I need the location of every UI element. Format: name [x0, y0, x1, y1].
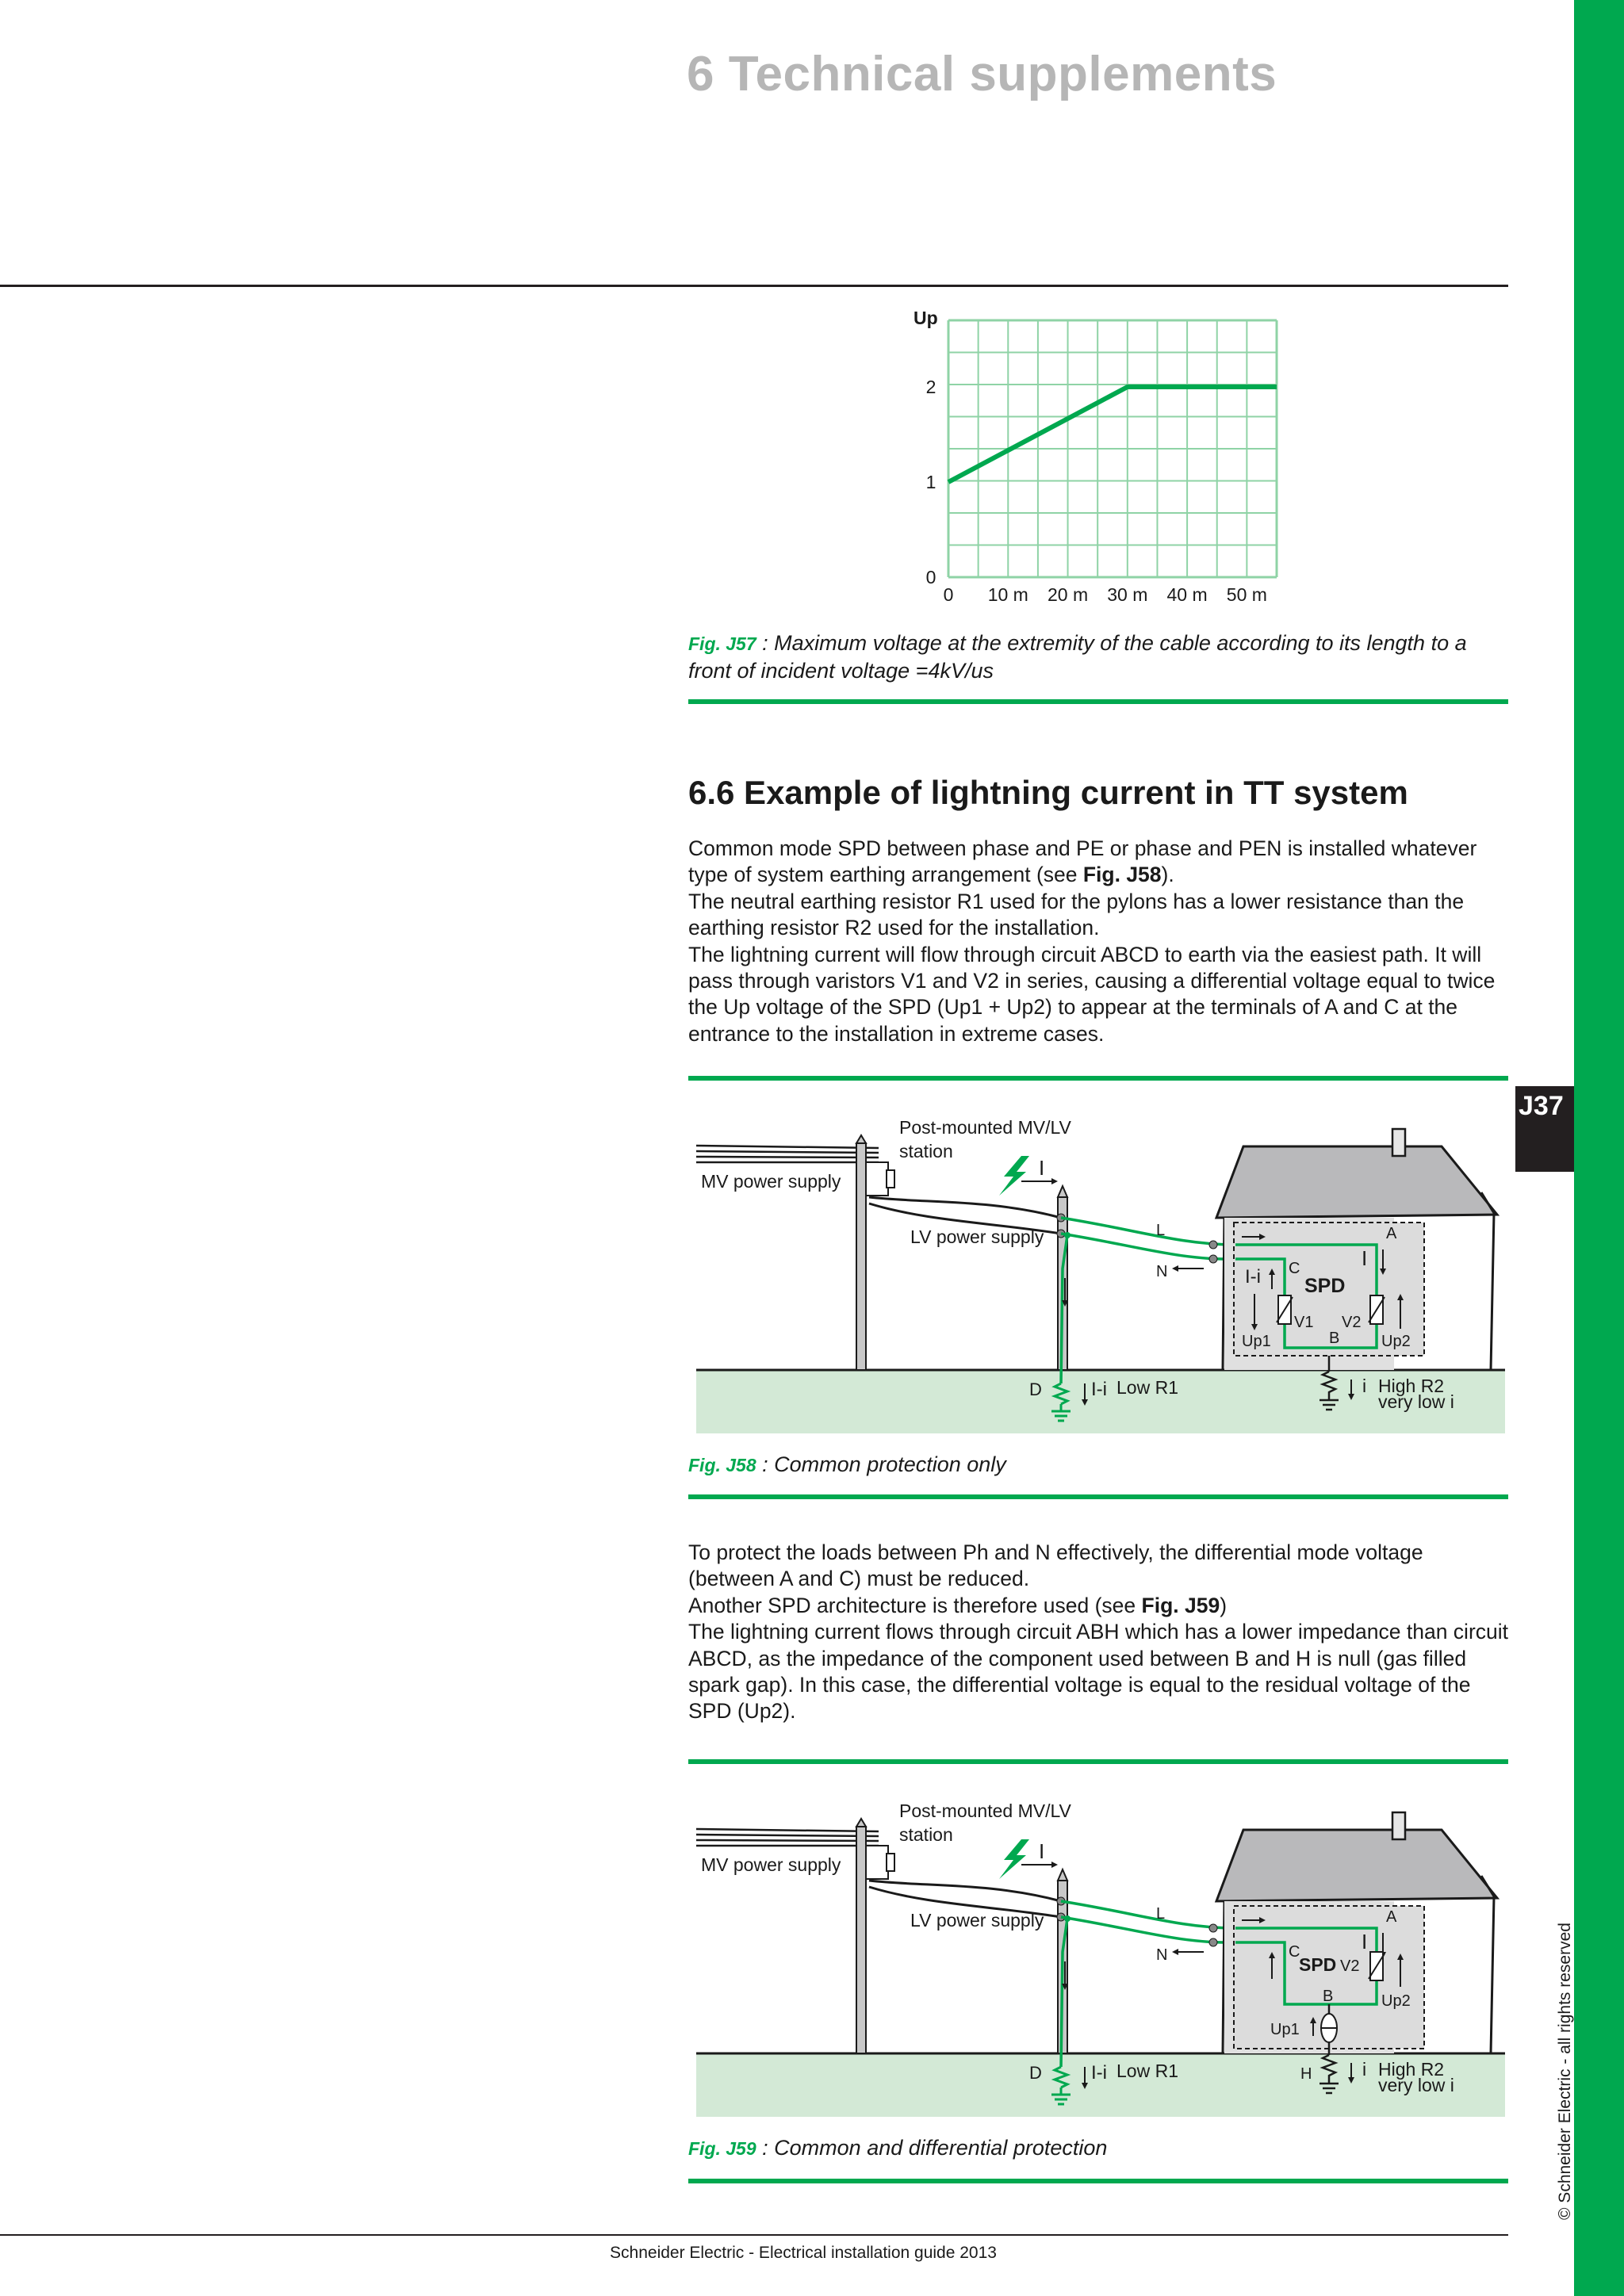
- svg-text:B: B: [1329, 1330, 1340, 1347]
- chart-grid: [948, 320, 1277, 577]
- svg-text:I: I: [1362, 1930, 1368, 1954]
- svg-text:N: N: [1156, 1946, 1168, 1964]
- copyright-notice: © Schneider Electric - all rights reserved: [1556, 1923, 1574, 2220]
- svg-text:L: L: [1156, 1222, 1166, 1239]
- svg-text:Up2: Up2: [1381, 1333, 1411, 1350]
- section-title: 6.6 Example of lightning current in TT system: [688, 774, 1408, 811]
- fig-j58-diagram: [688, 1110, 1508, 1443]
- fig-j57-text: : Maximum voltage at the extremity of the cable according to its length to a front of incident voltage =4kV/us: [688, 631, 1467, 683]
- mv-lines: [696, 1829, 879, 1846]
- x-tick-label: 20 m: [1047, 584, 1089, 605]
- mv-lines: [696, 1146, 879, 1162]
- para1-line3: The lightning current will flow through circuit ABCD to earth via the easiest path. It will pass through varistors V1 and V2 in series, causing a differential voltage equal to twice the Up voltage of the SPD (Up1 + Up2) to appear at the terminals of A and C at the entrance to the installation in extreme cases.: [688, 942, 1496, 1046]
- svg-text:Up1: Up1: [1242, 1333, 1271, 1350]
- green-rule: [688, 1759, 1508, 1764]
- x-tick-label: 0: [943, 584, 954, 605]
- y-tick-labels: [926, 377, 936, 587]
- footer-text: Schneider Electric - Electrical installation guide 2013: [610, 2244, 997, 2262]
- fig-j59-diagram: [688, 1793, 1508, 2126]
- svg-text:I: I: [1362, 1246, 1368, 1270]
- svg-text:Post-mounted MV/LV: Post-mounted MV/LV: [899, 1800, 1071, 1821]
- para1-line2: The neutral earthing resistor R1 used for the pylons has a lower resistance than the earthing resistor R2 used for the installation.: [688, 889, 1465, 940]
- svg-text:I-i: I-i: [1091, 2062, 1107, 2084]
- y-tick-label: 1: [925, 472, 936, 492]
- para2-line3: The lightning current flows through circuit ABH which has a lower impedance than circuit ABCD, as the impedance of the component used between B and H is null (gas filled spark gap). In this case, the differential voltage is equal to the residual voltage of the SPD (Up2).: [688, 1620, 1509, 1724]
- svg-text:Low R1: Low R1: [1116, 1377, 1178, 1398]
- house-roof: [1216, 1146, 1497, 1218]
- svg-text:SPD: SPD: [1304, 1275, 1346, 1297]
- svg-text:B: B: [1323, 1988, 1334, 2005]
- fig-j59-ref[interactable]: Fig. J59: [1141, 1593, 1220, 1617]
- up-series-line: [948, 387, 1277, 482]
- svg-text:MV power supply: MV power supply: [701, 1171, 841, 1192]
- svg-text:V1: V1: [1294, 1314, 1314, 1331]
- fig-j59-label: Fig. J59: [688, 2138, 756, 2159]
- svg-text:D: D: [1029, 2063, 1042, 2083]
- fig-j59-text: : Common and differential protection: [756, 2136, 1108, 2160]
- svg-text:very low i: very low i: [1378, 1391, 1454, 1412]
- x-tick-label: 50 m: [1226, 584, 1267, 605]
- up-vs-length-chart: [904, 301, 1285, 618]
- chapter-title: 6 Technical supplements: [687, 47, 1277, 101]
- svg-text:C: C: [1289, 1943, 1300, 1961]
- lightning-bolt-icon: [999, 1839, 1029, 1879]
- footer-divider: [0, 2234, 1508, 2236]
- y-tick-label: 2: [925, 377, 936, 397]
- y-tick-label: 0: [925, 567, 936, 587]
- fig-j58-ref[interactable]: Fig. J58: [1082, 863, 1162, 887]
- svg-text:SPD: SPD: [1299, 1954, 1337, 1975]
- x-tick-label: 30 m: [1107, 584, 1148, 605]
- svg-text:MV power supply: MV power supply: [701, 1854, 841, 1875]
- svg-text:I-i: I-i: [1245, 1266, 1261, 1288]
- side-green-bar: [1574, 0, 1624, 2296]
- transformer: [866, 1162, 888, 1196]
- page-number-tab: J37: [1515, 1086, 1574, 1172]
- fig-j59-caption: [688, 2134, 1508, 2162]
- svg-text:V2: V2: [1342, 1314, 1362, 1331]
- para1-line1: Common mode SPD between phase and PE or phase and PEN is installed whatever type of system earthing arrangement (see: [688, 836, 1477, 887]
- svg-text:N: N: [1156, 1263, 1168, 1280]
- house-roof: [1216, 1830, 1497, 1901]
- svg-text:LV power supply: LV power supply: [910, 1226, 1044, 1247]
- lightning-bolt-icon: [999, 1156, 1029, 1196]
- svg-text:Up2: Up2: [1381, 1992, 1411, 2010]
- svg-text:I-i: I-i: [1091, 1379, 1107, 1400]
- green-rule: [688, 1494, 1508, 1499]
- svg-text:D: D: [1029, 1380, 1042, 1399]
- svg-text:A: A: [1386, 1908, 1397, 1926]
- svg-text:i: i: [1362, 1376, 1367, 1396]
- green-rule: [688, 1076, 1508, 1081]
- svg-text:Low R1: Low R1: [1116, 2061, 1178, 2081]
- fig-j57-caption: [688, 629, 1508, 684]
- para2-line2: Another SPD architecture is therefore used (see: [688, 1593, 1142, 1617]
- green-rule: [688, 699, 1508, 704]
- fig-j57-label: Fig. J57: [688, 633, 756, 654]
- section-paragraph-1: Common mode SPD between phase and PE or phase and PEN is installed whatever type of system earthing arrangement (see Fig. J58). The neutral earthing resistor R1 used for the pylons has a lower resistance than the earthing resistor R2 used for the installation. The lightning current will flow through circuit ABCD to earth via the easiest path. It will pass through varistors V1 and V2 in series, causing a differential voltage equal to twice the Up voltage of the SPD (Up1 + Up2) to appear at the terminals of A and C at the entrance to the installation in extreme cases.: [688, 836, 1508, 1047]
- y-axis-label: Up: [914, 308, 938, 328]
- svg-text:C: C: [1289, 1260, 1300, 1277]
- svg-text:I: I: [1039, 1156, 1045, 1180]
- svg-text:High R2: High R2: [1378, 2059, 1445, 2080]
- green-rule: [688, 2179, 1508, 2183]
- transformer: [866, 1846, 888, 1879]
- footer: [0, 2244, 1624, 2263]
- svg-text:i: i: [1362, 2059, 1367, 2080]
- svg-text:very low i: very low i: [1378, 2075, 1454, 2095]
- mv-pole: [856, 1143, 866, 1370]
- svg-text:High R2: High R2: [1378, 1376, 1445, 1396]
- x-tick-label: 40 m: [1166, 584, 1208, 605]
- mv-pole: [856, 1827, 866, 2053]
- svg-text:Post-mounted MV/LV: Post-mounted MV/LV: [899, 1117, 1071, 1138]
- svg-text:H: H: [1300, 2065, 1312, 2083]
- svg-text:station: station: [899, 1824, 953, 1845]
- svg-text:I: I: [1039, 1839, 1045, 1863]
- svg-text:LV power supply: LV power supply: [910, 1910, 1044, 1931]
- header-divider: [0, 285, 1508, 287]
- svg-text:station: station: [899, 1141, 953, 1161]
- fig-j58-label: Fig. J58: [688, 1455, 756, 1475]
- svg-text:L: L: [1156, 1905, 1166, 1923]
- x-tick-labels: [944, 584, 1267, 605]
- svg-text:A: A: [1386, 1225, 1397, 1242]
- section-paragraph-2: To protect the loads between Ph and N effectively, the differential mode voltage (between A and C) must be reduced. Another SPD architecture is therefore used (see Fig. J59) The lightning current flows through circuit ABH which has a lower impedance than circuit ABCD, as the impedance of the component used between B and H is null (gas filled spark gap). In this case, the differential voltage is equal to the residual voltage of the SPD (Up2).: [688, 1540, 1508, 1725]
- svg-text:Up1: Up1: [1270, 2021, 1300, 2038]
- para2-line1: To protect the loads between Ph and N effectively, the differential mode voltage (between A and C) must be reduced.: [688, 1540, 1423, 1591]
- fig-j58-caption: [688, 1451, 1508, 1479]
- x-tick-label: 10 m: [987, 584, 1028, 605]
- svg-text:V2: V2: [1340, 1957, 1360, 1975]
- fig-j58-text: : Common protection only: [756, 1452, 1006, 1476]
